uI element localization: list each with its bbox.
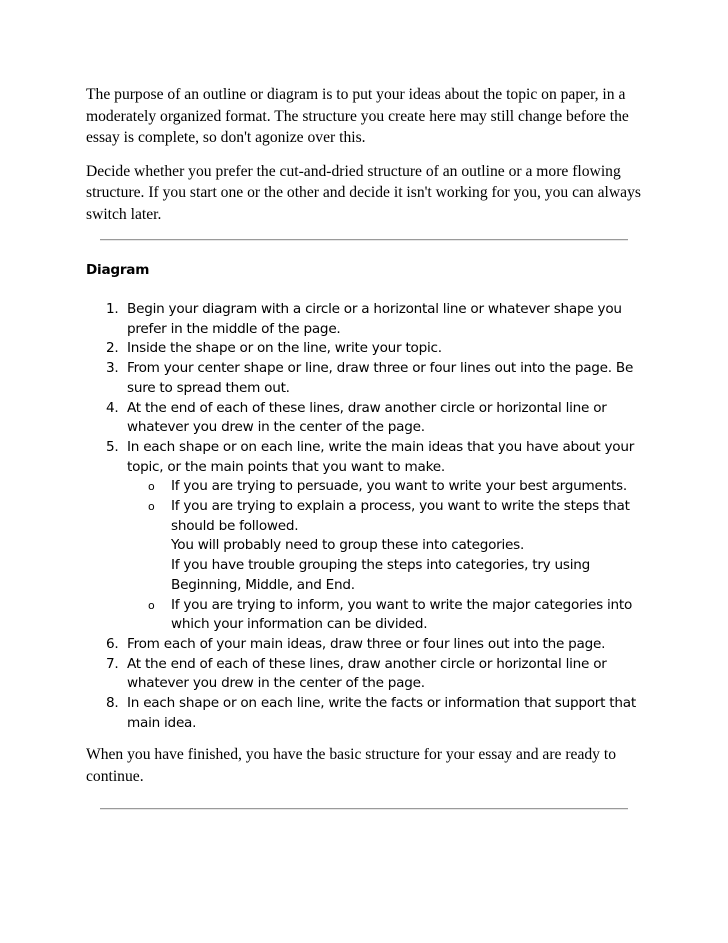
sub-list-item [127,596,646,635]
list-item-text: From your center shape or line, draw three or four lines out into the page. Be sure to spread them out. [127,360,634,396]
list-item [86,339,646,359]
horizontal-divider-bottom [100,808,628,810]
list-number: 8. [106,695,119,712]
sub-list-item-text: If you have trouble grouping the steps into categories, try using Beginning, Middle, and End. [171,557,591,593]
list-number: 1. [106,301,119,317]
list-item [86,635,646,655]
intro-paragraph-2: Decide whether you prefer the cut-and-dried structure of an outline or a more flowing structure. If you start one or the other and decide it isn't working for you, you can always switch later. [86,162,641,223]
list-item-text: At the end of each of these lines, draw another circle or horizontal line or whatever you drew in the center of the page. [127,655,607,692]
list-item-text: In each shape or on each line, write the facts or information that support that main idea. [127,695,636,731]
list-item-text: From each of your main ideas, draw three or four lines out into the page. [127,635,606,652]
list-item [86,655,646,694]
list-item-text: In each shape or on each line, write the main ideas that you have about your topic, or the main points that you want to make. [127,438,635,475]
list-number: 4. [106,399,119,416]
diagram-heading: Diagram [86,262,150,278]
sub-list-item-text: You will probably need to group these into categories. [171,537,525,554]
diagram-section [86,259,646,733]
hollow-bullet-icon: o [148,500,155,514]
closing-section [86,744,646,787]
list-item [86,300,646,339]
list-item [86,359,646,398]
sub-list-item [127,497,646,596]
intro-paragraph-1: The purpose of an outline or diagram is to put your ideas about the topic on paper, in a moderately organized format. The structure you create here may still change before the essay is complete, so don't agonize over this. [86,86,629,146]
hollow-bullet-icon: o [148,480,155,494]
hollow-bullet-icon: o [148,598,155,612]
horizontal-divider-top [100,239,628,241]
list-number: 5. [106,438,119,455]
sub-list [127,477,646,635]
closing-paragraph: When you have finished, you have the basic structure for your essay and are ready to continue. [86,746,616,785]
list-number: 3. [106,360,119,377]
list-item-text: Begin your diagram with a circle or a horizontal line or whatever shape you prefer in the middle of the page. [127,301,622,337]
diagram-steps-list [86,300,646,733]
list-number: 2. [106,340,119,357]
list-item [86,438,646,635]
list-item [86,694,646,733]
sub-list-item-text: If you are trying to explain a process, you want to write the steps that should be followed. [171,498,630,534]
sub-list-item-text: If you are trying to persuade, you want to write your best arguments. [171,478,627,495]
sub-list-item [127,477,646,497]
list-item [86,399,646,438]
sub-list-item-text: If you are trying to inform, you want to write the major categories into which your information can be divided. [171,596,633,633]
list-item-text: Inside the shape or on the line, write your topic. [127,340,442,357]
list-item-text: At the end of each of these lines, draw another circle or horizontal line or whatever you drew in the center of the page. [127,399,607,436]
list-number: 7. [106,655,119,672]
intro-section [86,84,646,225]
list-number: 6. [106,635,119,652]
